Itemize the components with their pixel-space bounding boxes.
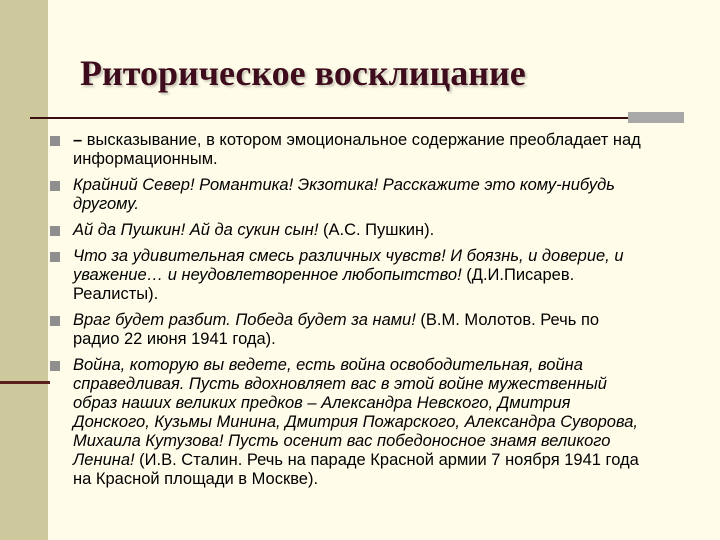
example-source: (Д.И.Писарев. Реалисты).: [73, 266, 575, 303]
definition-text: высказывание, в котором эмоциональное содержание преобладает над информационным.: [73, 131, 641, 168]
bullet-example-pisarev: [50, 247, 650, 304]
bullet-example-molotov: [50, 311, 650, 349]
example-source: (И.В. Сталин. Речь на параде Красной армии 7 ноября 1941 года на Красной площади в Москве).: [73, 451, 639, 488]
square-bullet-icon: [50, 136, 60, 146]
square-bullet-icon: [50, 316, 60, 326]
example-quote: Ай да Пушкин! Ай да сукин сын!: [73, 221, 319, 239]
left-band-accent-line: [0, 381, 50, 384]
example-source: (В.М. Молотов. Речь по радио 22 июня 1941 года).: [73, 311, 600, 348]
bullet-list: [50, 131, 650, 496]
bullet-example-north: [50, 176, 650, 214]
slide-title: Риторическое восклицание: [80, 53, 526, 93]
bullet-example-pushkin: [50, 221, 650, 240]
square-bullet-icon: [50, 361, 60, 371]
title-divider-accent: [628, 112, 684, 123]
example-quote: Враг будет разбит. Победа будет за нами!: [73, 311, 416, 329]
title-divider-line: [30, 117, 683, 119]
dash-prefix: –: [73, 131, 87, 149]
square-bullet-icon: [50, 226, 60, 236]
square-bullet-icon: [50, 252, 60, 262]
square-bullet-icon: [50, 181, 60, 191]
example-quote: Что за удивительная смесь различных чувств! И боязнь, и доверие, и уважение… и неудовлетворенное любопытство!: [73, 247, 624, 284]
example-quote: Война, которую вы ведете, есть война освободительная, война справедливая. Пусть вдохновляет вас в этой войне мужественный образ наших великих предков – Александра Невского, Дмитрия Донского, Кузьмы Минина, Дмитрия Пожарского, Александра Суворова, Михаила Кутузова! Пусть осенит вас победоносное знамя великого Ленина!: [73, 356, 638, 469]
example-quote: Крайний Север! Романтика! Экзотика! Расскажите это кому-нибудь другому.: [73, 176, 615, 213]
bullet-definition: [50, 131, 650, 169]
bullet-example-stalin: [50, 356, 650, 489]
left-decor-band: [0, 0, 48, 540]
example-source: (А.С. Пушкин).: [318, 221, 435, 239]
